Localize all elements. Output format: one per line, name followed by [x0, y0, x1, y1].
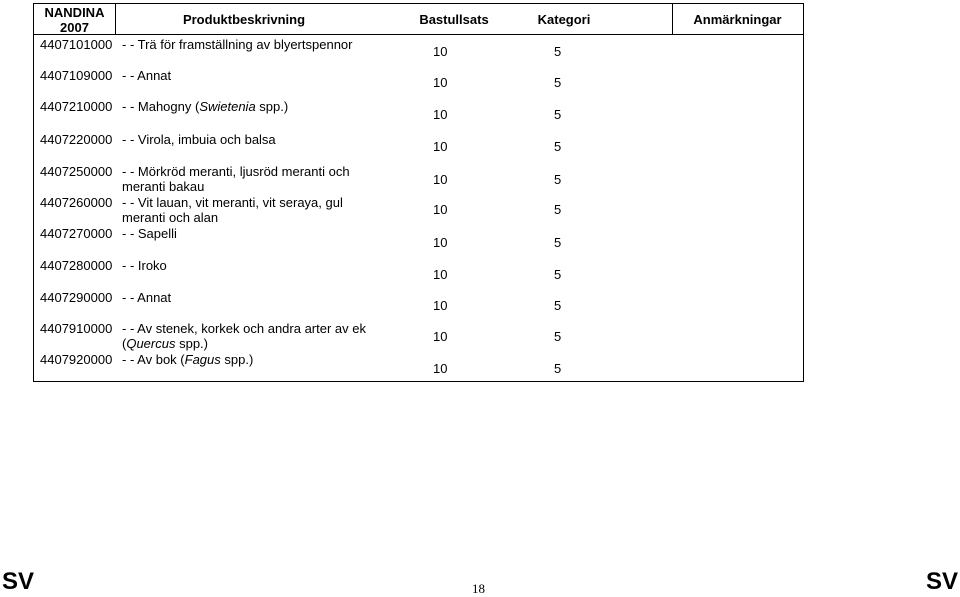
- row-category: 5: [554, 202, 562, 217]
- footer-language-right: SV: [925, 568, 958, 595]
- description-text: spp.): [255, 99, 289, 114]
- description-text: - - Av stenek, korkek och andra arter av ek (: [122, 321, 366, 351]
- row-base-rate: 10: [433, 139, 448, 154]
- row-description: - - Trä för framställning av blyertspennor: [122, 37, 353, 52]
- description-text: - - Av bok (: [122, 352, 185, 367]
- genus-name: Quercus: [126, 336, 176, 351]
- row-code: 4407109000: [40, 68, 113, 83]
- row-code: 4407280000: [40, 258, 113, 273]
- row-category: 5: [554, 267, 562, 282]
- row-base-rate: 10: [433, 44, 448, 59]
- row-description: [122, 99, 387, 114]
- row-description: - - Iroko: [122, 258, 167, 273]
- row-base-rate: 10: [433, 172, 448, 187]
- row-base-rate: 10: [433, 107, 448, 122]
- header-base-rate: Bastullsats: [419, 12, 489, 27]
- row-base-rate: 10: [433, 298, 448, 313]
- row-code: 4407210000: [40, 99, 113, 114]
- row-base-rate: 10: [433, 202, 448, 217]
- row-description: - - Virola, imbuia och balsa: [122, 132, 276, 147]
- description-text: spp.): [220, 352, 254, 367]
- row-category: 5: [554, 75, 562, 90]
- row-category: 5: [554, 329, 562, 344]
- genus-name: Fagus: [184, 352, 221, 367]
- footer-language-left: SV: [2, 568, 35, 595]
- row-description: - - Vit lauan, vit meranti, vit seraya, gul meranti och alan: [122, 195, 343, 225]
- row-code: 4407250000: [40, 164, 113, 179]
- row-description: - - Annat: [122, 68, 172, 83]
- tariff-table: [33, 3, 804, 382]
- row-code: 4407101000: [40, 37, 113, 52]
- row-base-rate: 10: [433, 235, 448, 250]
- row-description: - - Annat: [122, 290, 172, 305]
- row-category: 5: [554, 298, 562, 313]
- page-number: 18: [472, 581, 485, 596]
- row-description: [122, 352, 387, 367]
- row-code: 4407290000: [40, 290, 113, 305]
- header-code: NANDINA 2007: [44, 5, 105, 35]
- row-code: 4407910000: [40, 321, 113, 336]
- row-base-rate: 10: [433, 75, 448, 90]
- row-base-rate: 10: [433, 267, 448, 282]
- row-description: - - Mörkröd meranti, ljusröd meranti och meranti bakau: [122, 164, 350, 194]
- row-description: [122, 321, 387, 351]
- row-code: 4407220000: [40, 132, 113, 147]
- row-base-rate: 10: [433, 329, 448, 344]
- row-category: 5: [554, 172, 562, 187]
- row-category: 5: [554, 361, 562, 376]
- row-category: 5: [554, 44, 562, 59]
- header-description: Produktbeskrivning: [182, 12, 306, 27]
- column-divider: [115, 4, 116, 34]
- row-base-rate: 10: [433, 361, 448, 376]
- header-category: Kategori: [537, 12, 591, 27]
- description-text: spp.): [175, 336, 208, 351]
- row-category: 5: [554, 235, 562, 250]
- row-category: 5: [554, 139, 562, 154]
- header-remarks: Anmärkningar: [693, 12, 782, 27]
- row-code: 4407260000: [40, 195, 113, 210]
- genus-name: Swietenia: [199, 99, 256, 114]
- row-code: 4407270000: [40, 226, 113, 241]
- row-description: - - Sapelli: [122, 226, 177, 241]
- description-text: - - Mahogny (: [122, 99, 200, 114]
- row-code: 4407920000: [40, 352, 113, 367]
- header-divider: [34, 34, 803, 35]
- row-category: 5: [554, 107, 562, 122]
